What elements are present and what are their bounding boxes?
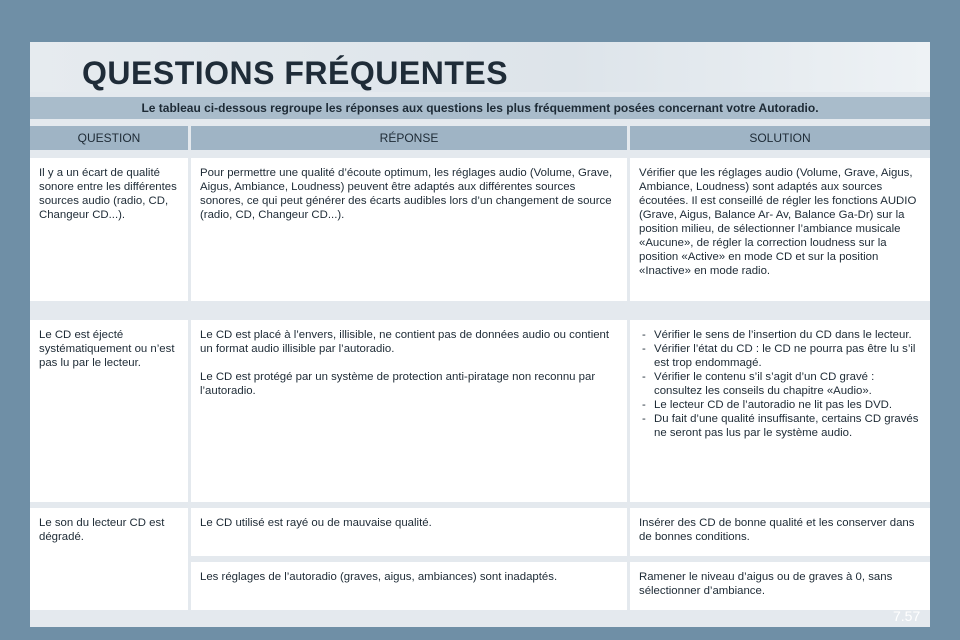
title-area: [30, 42, 930, 92]
page-number: 7.57: [893, 608, 921, 624]
row2-solution-item: - Vérifier l’état du CD : le CD ne pourra pas être lu s’il est trop endommagé.: [639, 342, 921, 370]
row2-solution: [630, 320, 930, 502]
row3-answer-b: Les réglages de l’autoradio (graves, aigus, ambiances) sont inadaptés.: [191, 562, 627, 610]
row3-answer-a: Le CD utilisé est rayé ou de mauvaise qualité.: [191, 508, 627, 556]
row2-question: Le CD est éjecté systématiquement ou n’est pas lu par le lecteur.: [30, 320, 188, 502]
row2-solution-item: - Le lecteur CD de l’autoradio ne lit pas les DVD.: [639, 398, 921, 412]
column-header-solution: SOLUTION: [630, 126, 930, 150]
row2-solution-list: [639, 328, 921, 440]
manual-page: [30, 42, 930, 627]
row2-solution-item: - Du fait d’une qualité insuffisante, certains CD gravés ne seront pas lus par le système audio.: [639, 412, 921, 440]
column-header-question: QUESTION: [30, 126, 188, 150]
row2-answer-text-2: Le CD est protégé par un système de protection anti-piratage non reconnu par l’autoradio.: [200, 371, 596, 397]
row2-solution-item: - Vérifier le contenu s’il s’agit d’un CD gravé : consultez les conseils du chapitre «Audio».: [639, 370, 921, 398]
table-header: [30, 126, 930, 150]
row1-answer: [191, 158, 627, 301]
row1-solution: Vérifier que les réglages audio (Volume, Grave, Aigus, Ambiance, Loudness) sont adaptés aux sources écoutées. Il est conseillé de régler les fonctions AUDIO (Grave, Aigus, Balance Ar- Av, Balance Ga-Dr) sur la position milieu, de sélectionner l’ambiance musicale «Aucune», de régler la correction loudness sur la position «Active» en mode CD et sur la position «Inactive» en mode radio.: [630, 158, 930, 301]
row3-solution-b: Ramener le niveau d’aigus ou de graves à 0, sans sélectionner d’ambiance.: [630, 562, 930, 610]
column-header-answer: RÉPONSE: [191, 126, 627, 150]
row1-answer-text: Pour permettre une qualité d’écoute optimum, les réglages audio (Volume, Grave, Aigus, Ambiance, Loudness) peuvent être adaptés aux différentes sources sonores, ce qui peut générer des écarts audibles lors d’un changement de source (radio, CD, Changeur CD...).: [200, 167, 613, 221]
row3-solution-a: Insérer des CD de bonne qualité et les conserver dans de bonnes conditions.: [630, 508, 930, 556]
page-title: QUESTIONS FRÉQUENTES: [82, 55, 509, 91]
row1-question: Il y a un écart de qualité sonore entre les différentes sources audio (radio, CD, Changeur CD...).: [30, 158, 188, 301]
row2-answer-text-1: Le CD est placé à l’envers, illisible, ne contient pas de données audio ou contient un format audio illisible par l’autoradio.: [200, 329, 610, 355]
page-subtitle: Le tableau ci-dessous regroupe les réponses aux questions les plus fréquemment posées concernant votre Autoradio.: [30, 97, 930, 119]
row2-solution-item: - Vérifier le sens de l’insertion du CD dans le lecteur.: [639, 328, 921, 342]
row3-question: Le son du lecteur CD est dégradé.: [30, 508, 188, 610]
row2-answer: [191, 320, 627, 502]
